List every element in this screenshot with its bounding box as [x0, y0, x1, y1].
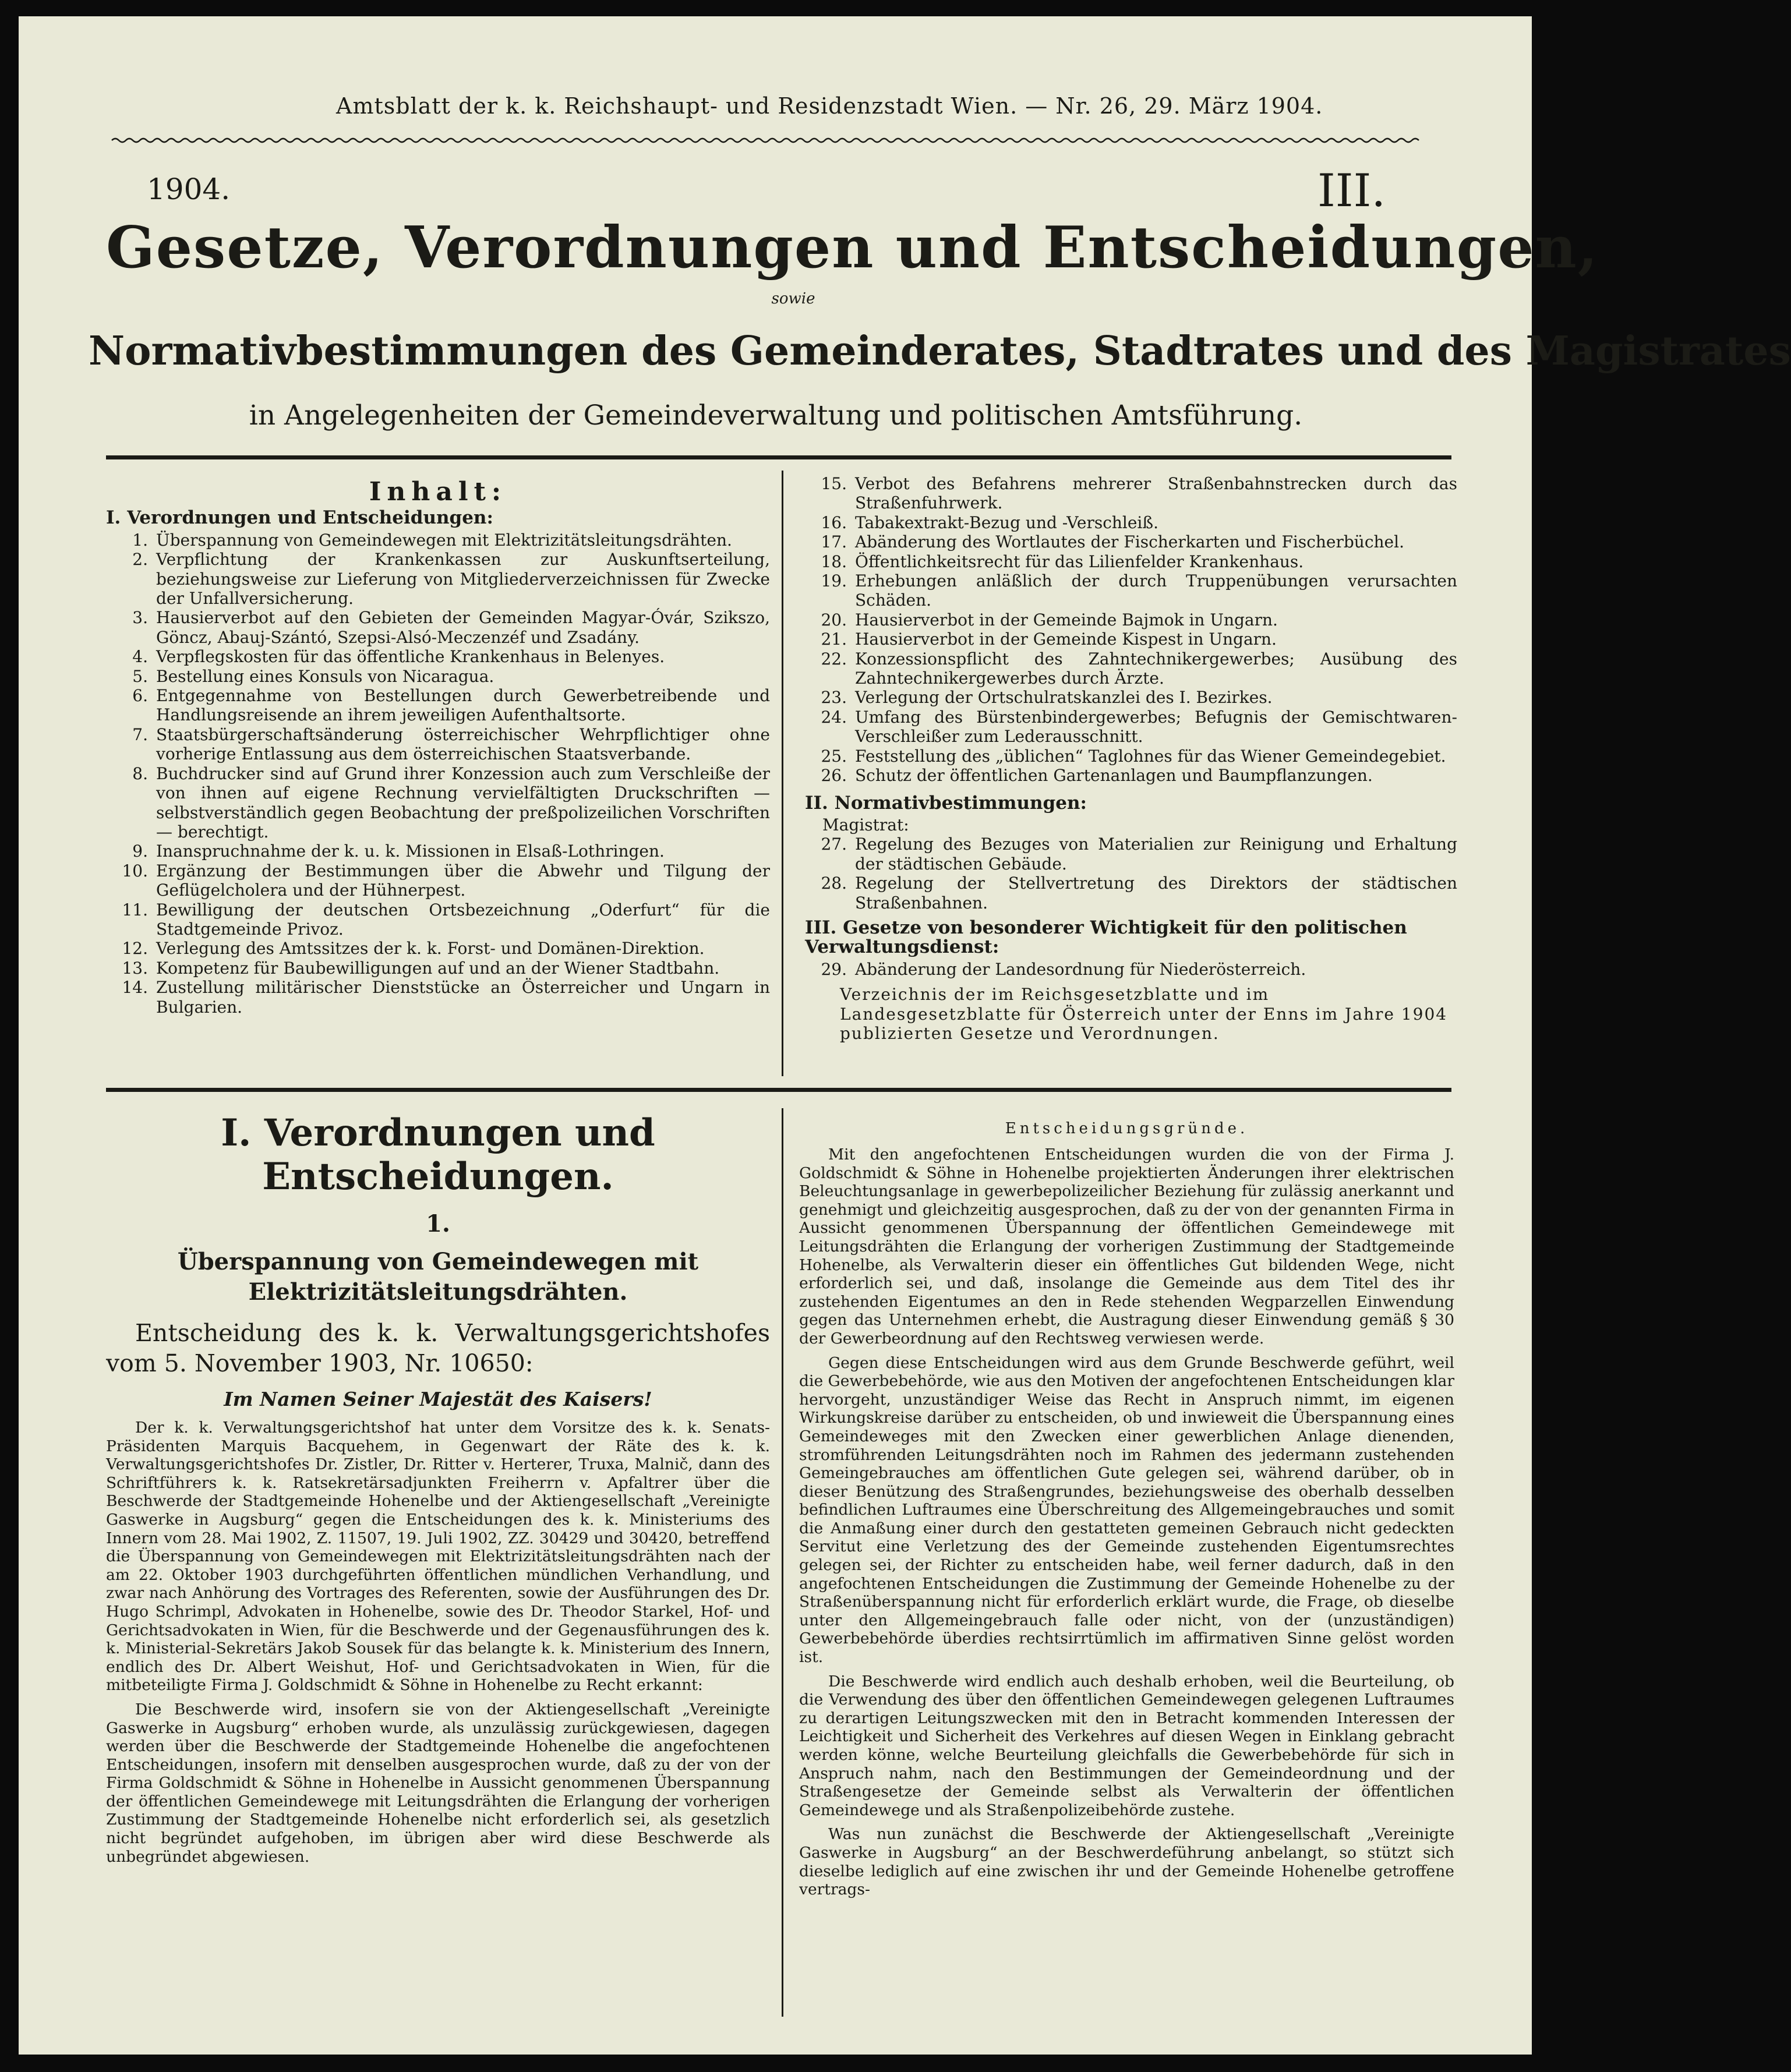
toc-entry-number: 25.: [821, 746, 847, 766]
toc-entry-text: Feststellung des „üblichen“ Taglohnes für das Wiener Gemeindegebiet.: [855, 746, 1446, 766]
paragraph: Der k. k. Verwaltungsgerichtshof hat unter dem Vorsitze des k. k. Senats-Präsidenten Marquis Bacquehem, in Gegenwart der Räte des k. k. Verwaltungsgerichtshofes Dr. Zistler, Dr. Ritter v. Herterer, Truxa, Malnič, dann des Schriftführers k. k. Ratsekretärsadjunkten Freiherrn v. Apfaltrer über die Beschwerde der Stadtgemeinde Hohenelbe und der Aktiengesellschaft „Vereinigte Gaswerke in Augsburg“ gegen die Entscheidungen des k. k. Ministeriums des Innern vom 28. Mai 1902, Z. 11507, 19. Juli 1902, ZZ. 30429 und 30420, betreffend die Überspannung von Gemeindewegen mit Elektrizitätsleitungsdrähten nach der am 22. Oktober 1903 durchgeführten öffentlichen mündlichen Verhandlung, und zwar nach Anhörung des Vortrages des Referenten, sowie der Ausführungen des Dr. Hugo Schrimpl, Advokaten in Hohenelbe, sowie des Dr. Theodor Starkel, Hof- und Gerichtsadvokaten in Wien, für die Beschwerde und der Gegenausführungen des k. k. Ministerial-Sekretärs Jakob Sousek für das belangte k. k. Ministerium des Innern, endlich des Dr. Albert Weishut, Hof- und Gerichtsadvokaten in Wien, für die mitbeteiligte Firma J. Goldschmidt & Söhne in Hohenelbe zu Recht erkannt:: [106, 1419, 770, 1695]
top-rule: [106, 455, 1451, 459]
toc-entry-text: Inanspruchnahme der k. u. k. Missionen in Elsaß-Lothringen.: [156, 841, 665, 861]
toc-entry-text: Verpflichtung der Krankenkassen zur Auskunftserteilung, beziehungsweise zur Lieferung von Mitgliederverzeichnissen für Zwecke der Unfallversicherung.: [156, 550, 770, 609]
toc-entry: [106, 531, 770, 550]
toc-entry-text: Bewilligung der deutschen Ortsbezeichnung „Oderfurt“ für die Stadtgemeinde Privoz.: [156, 900, 770, 939]
toc-entry-number: 12.: [122, 939, 148, 959]
toc-entry-text: Hausierverbot in der Gemeinde Kispest in Ungarn.: [855, 630, 1277, 649]
sowie-label: sowie: [771, 290, 815, 307]
toc-section-3-heading: III. Gesetze von besonderer Wichtigkeit für den politischen Verwaltungsdienst:: [805, 917, 1407, 958]
toc-entry-number: 21.: [821, 630, 847, 649]
toc-entry-text: Tabakextrakt-Bezug und -Verschleiß.: [855, 512, 1158, 532]
toc-entry-text: Verbot des Befahrens mehrerer Straßenbahnstrecken durch das Straßenfuhrwerk.: [855, 474, 1457, 513]
toc-entry-number: 15.: [821, 474, 847, 493]
paragraph: Mit den angefochtenen Entscheidungen wurden die von der Firma J. Goldschmidt & Söhne in Hohenelbe projektierten Änderungen ihrer elektrischen Beleuchtungsanlage in gewerbepolizeilicher Beziehung für zulässig anerkannt und genehmigt und gleichzeitig ausgesprochen, daß zu der von der genannten Firma in Aussicht genommenen Überspannung der öffentlichen Gemeindewege mit Leitungsdrähten die Erlangung der vorherigen Zustimmung der Stadtgemeinde Hohenelbe, als Verwalterin dieser ein öffentliches Gut bildenden Wege, nicht erforderlich sei, und daß, insolange die Gemeinde aus dem Titel des ihr zustehenden Eigentumes an den in Rede stehenden Wegparzellen Einwendung gegen das Unternehmen erhebt, die Austragung dieser Einwendung gemäß § 30 der Gewerbeordnung auf den Rechtsweg verwiesen werde.: [799, 1145, 1454, 1348]
ornamental-rule: [112, 136, 1422, 144]
toc-entry-text: Erhebungen anläßlich der durch Truppenübungen verursachten Schäden.: [855, 571, 1457, 610]
toc-entry: [106, 939, 770, 958]
in-the-name-line: Im Namen Seiner Majestät des Kaisers!: [224, 1388, 652, 1410]
toc-entry-number: 28.: [821, 874, 847, 893]
toc-entry-number: 5.: [132, 666, 148, 686]
toc-entry-number: 1.: [132, 530, 148, 550]
toc-entry: [106, 725, 770, 764]
toc-entry-text: Bestellung eines Konsuls von Nicaragua.: [156, 666, 494, 686]
toc-entry-number: 6.: [132, 686, 148, 706]
toc-entry: [805, 747, 1457, 766]
toc-entry-text: Regelung des Bezuges von Materialien zur Reinigung und Erhaltung der städtischen Gebäude.: [855, 835, 1457, 874]
toc-entry-text: Öffentlichkeitsrecht für das Lilienfelder Krankenhaus.: [855, 551, 1304, 571]
toc-entry-text: Buchdrucker sind auf Grund ihrer Konzession auch zum Verschleiße der von ihnen auf eigene Rechnung vervielfältigten Druckschriften — selbstverständlich gegen Beobachtung der preßpolizeilichen Vorschriften — berechtigt.: [156, 763, 770, 841]
toc-entry: [106, 608, 770, 647]
article-number: 1.: [426, 1210, 450, 1237]
toc-section-1-heading: I. Verordnungen und Entscheidungen:: [106, 507, 493, 529]
paragraph: Was nun zunächst die Beschwerde der Aktiengesellschaft „Vereinigte Gaswerke in Augsburg“ an der Beschwerdeführung anbelangt, so stützt sich dieselbe lediglich auf eine zwischen ihr und der Gemeinde Hohenelbe getroffene vertrags-: [799, 1825, 1454, 1899]
body-column-divider: [782, 1108, 783, 2017]
body-right-column: [799, 1120, 1454, 1905]
toc-entry-text: Verlegung der Ortschulratskanzlei des I. Bezirkes.: [855, 688, 1273, 708]
document-page: [19, 16, 1791, 2055]
body-left-column: [106, 1111, 770, 1872]
toc-entry-number: 27.: [821, 835, 847, 854]
toc-entry-number: 13.: [122, 958, 148, 978]
toc-entry: [805, 708, 1457, 747]
toc-entry-text: Kompetenz für Baubewilligungen auf und an der Wiener Stadtbahn.: [156, 958, 720, 978]
toc-entry-number: 7.: [132, 724, 148, 744]
reasons-heading: Entscheidungsgründe.: [1005, 1120, 1249, 1137]
toc-norm-list: [805, 835, 1457, 913]
toc-entry-number: 20.: [821, 610, 847, 630]
toc-entry-number: 16.: [821, 512, 847, 532]
paragraph: Die Beschwerde wird endlich auch deshalb erhoben, weil die Beurteilung, ob die Verwendung des über den öffentlichen Gemeindewegen gelegenen Luftraumes zu derartigen Leitungszwecken mit den in Betracht kommenden Interessen der Leichtigkeit und Sicherheit des Verkehres auf diesen Wegen in Einklang gebracht werden könne, welche Beurteilung gleichfalls die Gewerbebehörde für sich in Anspruch nahm, nach den Bestimmungen der Gemeindeordnung und der Straßengesetze der Gemeinde selbst als Verwalterin der öffentlichen Gemeindewege und als Straßenpolizeibehörde zustehe.: [799, 1672, 1454, 1819]
toc-entry-text: Überspannung von Gemeindewegen mit Elektrizitätsleitungsdrähten.: [156, 530, 732, 550]
toc-entry: [805, 874, 1457, 913]
toc-left-list: [106, 531, 770, 1017]
toc-entry-number: 2.: [132, 550, 148, 570]
toc-entry-text: Ergänzung der Bestimmungen über die Abwehr und Tilgung der Geflügelcholera und der Hühnerpest.: [156, 861, 770, 900]
toc-entry-number: 18.: [821, 551, 847, 571]
toc-entry: [805, 766, 1457, 785]
main-title: Gesetze, Verordnungen und Entscheidungen,: [106, 214, 1599, 281]
middle-rule: [106, 1088, 1451, 1092]
toc-entry-text: Zustellung militärischer Dienststücke an Österreicher und Ungarn in Bulgarien.: [156, 978, 770, 1017]
toc-entry-text: Regelung der Stellvertretung des Direktors der städtischen Straßenbahnen.: [855, 874, 1457, 913]
toc-column-divider: [782, 471, 783, 1076]
toc-entry: [106, 667, 770, 686]
toc-entry-number: 26.: [821, 766, 847, 786]
year-label: 1904.: [147, 172, 231, 206]
toc-entry: [106, 647, 770, 666]
toc-law-list: [805, 960, 1457, 979]
toc-entry: [106, 550, 770, 608]
toc-entry: [805, 630, 1457, 649]
toc-note: Verzeichnis der im Reichsgesetzblatte und im Landesgesetzblatte für Österreich unter der Enns im Jahre 1904 publizierten Gesetze und Verordnungen.: [840, 985, 1448, 1043]
toc-entry: [805, 513, 1457, 532]
toc-entry-text: Schutz der öffentlichen Gartenanlagen und Baumpflanzungen.: [855, 766, 1373, 786]
toc-entry-number: 22.: [821, 649, 847, 669]
toc-entry-text: Hausierverbot auf den Gebieten der Gemeinden Magyar-Óvár, Szikszo, Göncz, Abauj-Szántó, Szepsi-Alsó-Meczenzéf und Zsadány.: [156, 608, 770, 647]
paragraph: Gegen diese Entscheidungen wird aus dem Grunde Beschwerde geführt, weil die Gewerbebehörde, wie aus den Motiven der angefochtenen Entscheidungen klar hervorgeht, unzuständiger Weise das Recht in Anspruch nimmt, im eigenen Wirkungskreise darüber zu entscheiden, ob und inwieweit die Überspannung eines Gemeindeweges mit den Zwecken einer gewerblichen Anlage dienenden, stromführenden Leitungsdrähten noch im Rahmen des jedermann zustehenden Gemeingebrauches am öffentlichen Gute gelegen sei, während darüber, ob in dieser Benützung des Straßengrundes, beziehungsweise des oberhalb desselben befindlichen Luftraumes eine Überschreitung des Allgemeingebrauches und somit die Anmaßung einer durch den gestatteten gemeinen Gebrauch nicht gedeckten Servitut eine Verletzung des der Gemeinde zustehenden Eigentumsrechtes gelegen sei, der Richter zu entscheiden habe, weil ferner dadurch, daß in den angefochtenen Entscheidungen die Zustimmung der Gemeinde Hohenelbe zu der Straßenüberspannung nicht für erforderlich erklärt wurde, die Frage, ob dieselbe unter den Allgemeingebrauch falle oder nicht, von der (unzuständigen) Gewerbebehörde überdies rechtsirrtümlich im affirmativen Sinne gelöst worden ist.: [799, 1353, 1455, 1667]
decision-intro: Entscheidung des k. k. Verwaltungsgerichtshofes vom 5. November 1903, Nr. 10650:: [106, 1319, 770, 1377]
running-header: Amtsblatt der k. k. Reichshaupt- und Residenzstadt Wien. — Nr. 26, 29. März 1904.: [336, 93, 1323, 119]
toc-entry-number: 17.: [821, 532, 847, 552]
toc-entry: [805, 474, 1457, 513]
toc-section-2-heading: II. Normativbestimmungen:: [805, 792, 1087, 814]
toc-entry-text: Abänderung des Wortlautes der Fischerkarten und Fischerbüchel.: [855, 532, 1404, 552]
toc-entry: [805, 835, 1457, 874]
toc-right-list: [805, 474, 1457, 786]
toc-entry-number: 11.: [122, 900, 148, 920]
toc-heading: Inhalt:: [369, 477, 507, 507]
toc-entry: [805, 532, 1457, 551]
toc-entry: [805, 688, 1457, 707]
subtitle-line-2: in Angelegenheiten der Gemeindeverwaltung und politischen Amtsführung.: [249, 399, 1303, 432]
toc-entry-text: Verpflegskosten für das öffentliche Krankenhaus in Belenyes.: [156, 647, 665, 667]
toc-entry: [805, 571, 1457, 610]
toc-entry-text: Entgegennahme von Bestellungen durch Gewerbetreibende und Handlungsreisende an ihrem jeweiligen Aufenthaltsorte.: [156, 686, 770, 725]
toc-entry-number: 23.: [821, 688, 847, 708]
toc-entry-text: Konzessionspflicht des Zahntechnikergewerbes; Ausübung des Zahntechnikergewerbes durch Ärzte.: [855, 649, 1457, 688]
article-title: Überspannung von Gemeindewegen mit Elektrizitätsleitungsdrähten.: [177, 1248, 699, 1306]
toc-entry: [106, 686, 770, 725]
toc-entry-text: Umfang des Bürstenbindergewerbes; Befugnis der Gemischtwaren-Verschleißer zum Lederausschnitt.: [855, 707, 1457, 747]
toc-entry-text: Verlegung des Amtssitzes der k. k. Forst- und Domänen-Direktion.: [156, 939, 705, 959]
toc-entry-number: 9.: [132, 841, 148, 861]
toc-entry-number: 10.: [122, 861, 148, 881]
toc-magistrat-label: Magistrat:: [822, 815, 909, 835]
toc-entry: [805, 960, 1457, 979]
toc-entry: [106, 841, 770, 861]
toc-entry: [106, 764, 770, 842]
toc-entry-number: 4.: [132, 647, 148, 667]
toc-entry-number: 29.: [821, 959, 847, 979]
toc-entry-text: Hausierverbot in der Gemeinde Bajmok in Ungarn.: [855, 610, 1278, 630]
toc-right-column: [805, 474, 1457, 1043]
toc-entry-number: 8.: [132, 763, 148, 783]
toc-entry-number: 3.: [132, 608, 148, 628]
toc-entry: [106, 900, 770, 939]
toc-entry-number: 24.: [821, 707, 847, 727]
toc-entry-number: 14.: [122, 978, 148, 998]
toc-entry: [805, 649, 1457, 688]
toc-left-column: [106, 477, 770, 1017]
toc-entry: [106, 978, 770, 1017]
body-heading: I. Verordnungen und Entscheidungen.: [221, 1111, 655, 1198]
toc-entry: [106, 861, 770, 900]
toc-entry-text: Abänderung der Landesordnung für Niederösterreich.: [855, 959, 1306, 979]
section-numeral: III.: [1317, 165, 1386, 217]
subtitle: Normativbestimmungen des Gemeinderates, Stadtrates und des Magistrates: [89, 328, 1791, 374]
paragraph: Die Beschwerde wird, insofern sie von der Aktiengesellschaft „Vereinigte Gaswerke in Augsburg“ erhoben wurde, als unzulässig zurückgewiesen, dagegen werden über die Beschwerde der Stadtgemeinde Hohenelbe die angefochtenen Entscheidungen, insofern mit denselben ausgesprochen wurde, daß zu der von der Firma Goldschmidt & Söhne in Hohenelbe in Aussicht genommenen Überspannung der öffentlichen Gemeindewege mit Leitungsdrähten die Erlangung der vorherigen Zustimmung der Stadtgemeinde Hohenelbe nicht erforderlich sei, als gesetzlich nicht begründet aufgehoben, im übrigen aber wird diese Beschwerde als unbegründet abgewiesen.: [106, 1700, 770, 1866]
toc-entry: [805, 552, 1457, 571]
toc-entry-text: Staatsbürgerschaftsänderung österreichischer Wehrpflichtiger ohne vorherige Entlassung aus dem österreichischen Staatsverbande.: [156, 724, 770, 764]
toc-entry: [805, 610, 1457, 630]
toc-entry: [106, 959, 770, 978]
toc-entry-number: 19.: [821, 571, 847, 591]
